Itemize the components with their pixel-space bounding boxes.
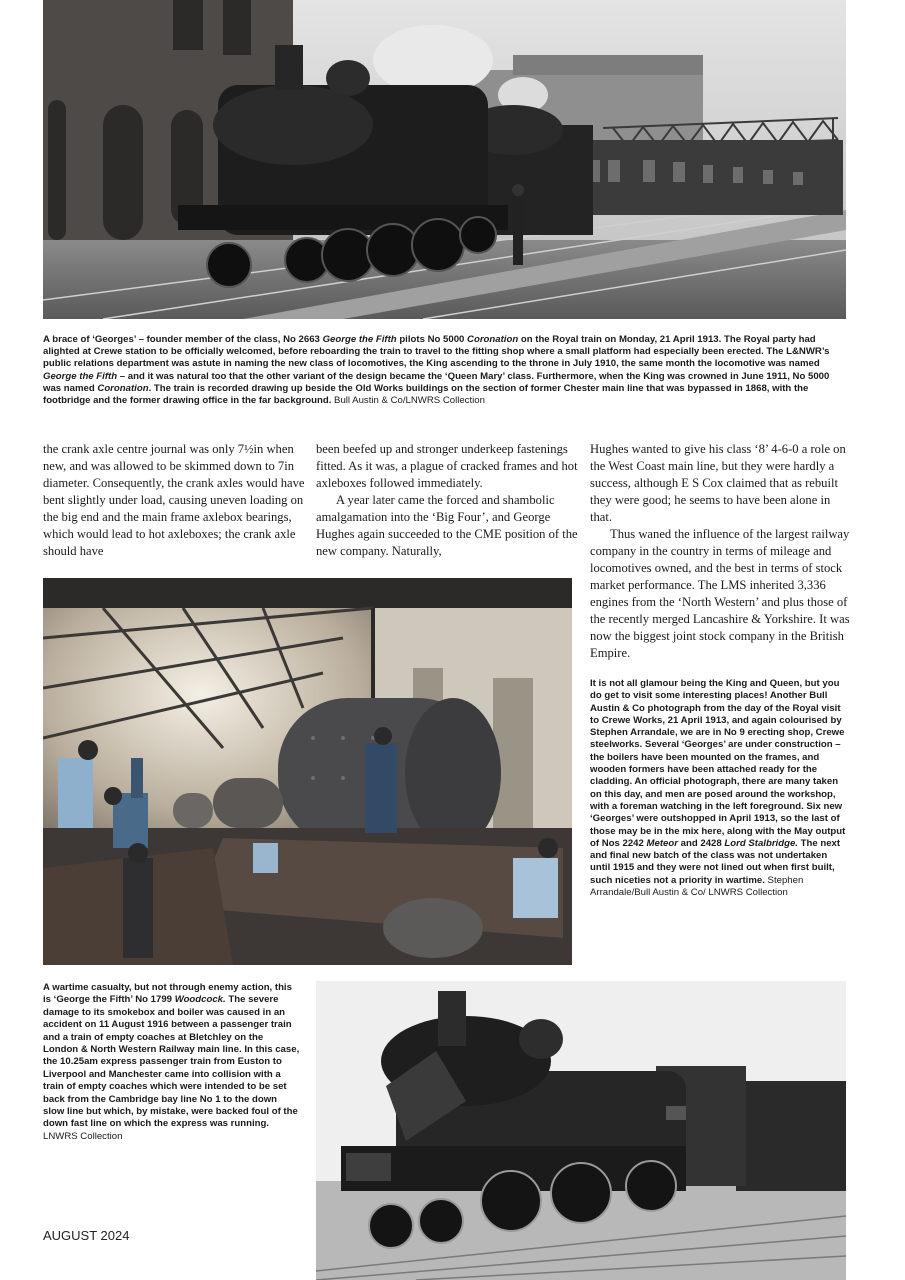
- caption-text: and 2428: [677, 837, 725, 849]
- caption-loco-name: Coronation: [467, 334, 519, 345]
- photo-erecting-shop: [43, 578, 572, 965]
- caption-text: The next and final new batch of the class was not undertaken until 1915 and they were not lined out when first built, such niceties not a priority in wartime.: [590, 837, 841, 886]
- photo-woodcock-image: [316, 981, 846, 1280]
- caption-loco-name: George the Fifth: [322, 334, 397, 345]
- caption-text: A wartime casualty, but not through enemy action, this is ‘George the Fifth’ No 1799: [43, 982, 292, 1006]
- caption-text: – and it was natural too that the other variant of the design became the ‘Queen Mary’ class. Furthermore, when the King was crowned in June 1911, No 5000 was named: [43, 370, 830, 394]
- caption-text: pilots No 5000: [396, 334, 468, 345]
- caption-text: The severe damage to its smokebox and boiler was caused in an accident on 11 August 1916 between a passenger train and a train of empty coaches at Bletchley on the London & North Western Railway main line. In this case, the 10.25am express passenger train from Euston to Liverpool and Manchester came into collision with a train of empty coaches which were intended to be set back from the Cambridge bay line No 1 to the down slow line but which, by mistake, were backed foul of the down fast line on which the express was running.: [43, 994, 300, 1130]
- body-paragraph: A year later came the forced and shambolic amalgamation into the ‘Big Four’, and George Hughes again succeeded to the CME position of the new company. Naturally,: [316, 493, 578, 558]
- photo-credit: Bull Austin & Co/LNWRS Collection: [334, 395, 485, 407]
- caption-loco-name: Meteor: [646, 837, 678, 849]
- body-paragraph: Hughes wanted to give his class ‘8’ 4-6-0 a role on the West Coast main line, but they were hardly a success, although E S Cox claimed that as rebuilt they were good; he seems to have been alone in that.: [590, 442, 846, 524]
- body-column-2: [316, 441, 578, 560]
- caption-erecting-shop: [590, 678, 848, 899]
- page-folio: AUGUST 2024: [43, 1228, 130, 1243]
- caption-royal-train: [43, 334, 848, 407]
- caption-loco-name: Woodcock.: [174, 994, 226, 1006]
- caption-text: on the Royal train on Monday, 21 April 1913. The Royal party had alighted at Crewe station to be officially welcomed, before reboarding the train to travel to the fitting shop where a small platform had especially been erected. The L&NWR’s public relations department was astute in naming the new class of locomotives, the King ascending to the throne in July 1910, the same month the locomotive was named: [43, 334, 830, 370]
- body-column-3: [590, 441, 852, 662]
- caption-text: It is not all glamour being the King and Queen, but you do get to visit some interesting places! Another Bull Austin & Co photograph from the day of the Royal visit to Crewe Works, 21 April 1913, and again colourised by Stephen Arrandale, we are in No 9 erecting shop, Crewe steelworks. Several ‘Georges’ are under construction – the boilers have been mounted on the frames, and wooden formers have been attached ready for the cladding. An official photograph, there are many taken on this day, and men are posed around the workshop, with a foreman watching in the left foreground. Six new ‘Georges’ were outshopped in April 1913, so the last of those may be in the mix here, along with the May output of Nos 2242: [590, 678, 846, 849]
- body-paragraph: the crank axle centre journal was only 7½in when new, and was allowed to be skimmed down to 7in diameter. Consequently, the crank axles would have bent slightly under load, causing uneven loading on the big end and the main frame axlebox bearings, which would lead to hot axleboxes; the crank axle should have: [43, 442, 305, 558]
- caption-loco-name: Lord Stalbridge.: [724, 837, 798, 849]
- caption-text: . The train is recorded drawing up beside the Old Works buildings on the section of former Chester main line that was bypassed in 1868, with the footbridge and the former drawing office in the far background.: [43, 382, 809, 407]
- photo-credit: LNWRS Collection: [43, 1130, 123, 1142]
- body-paragraph: been beefed up and stronger underkeep fastenings fitted. As it was, a plague of cracked frames and hot axleboxes followed immediately.: [316, 442, 578, 490]
- caption-text: A brace of ‘Georges’ – founder member of the class, No 2663: [43, 334, 323, 345]
- body-paragraph: Thus waned the influence of the largest railway company in the country in terms of mileage and locomotives owned, and the best in terms of stock market performance. The LMS inherited 3,336 engines from the ‘North Western’ and plus those of the recently merged Lancashire & Yorkshire. It was now the biggest joint stock company in the British Empire.: [590, 527, 850, 660]
- photo-royal-train-image: [43, 0, 846, 319]
- body-column-1: [43, 441, 305, 560]
- photo-royal-train: [43, 0, 846, 319]
- caption-loco-name: Coronation: [97, 382, 149, 394]
- caption-loco-name: George the Fifth: [43, 370, 118, 382]
- caption-woodcock: [43, 982, 300, 1143]
- photo-credit: Stephen Arrandale/Bull Austin & Co/ LNWRS Collection: [590, 874, 804, 899]
- photo-woodcock: [316, 981, 846, 1280]
- photo-erecting-shop-image: [43, 578, 572, 965]
